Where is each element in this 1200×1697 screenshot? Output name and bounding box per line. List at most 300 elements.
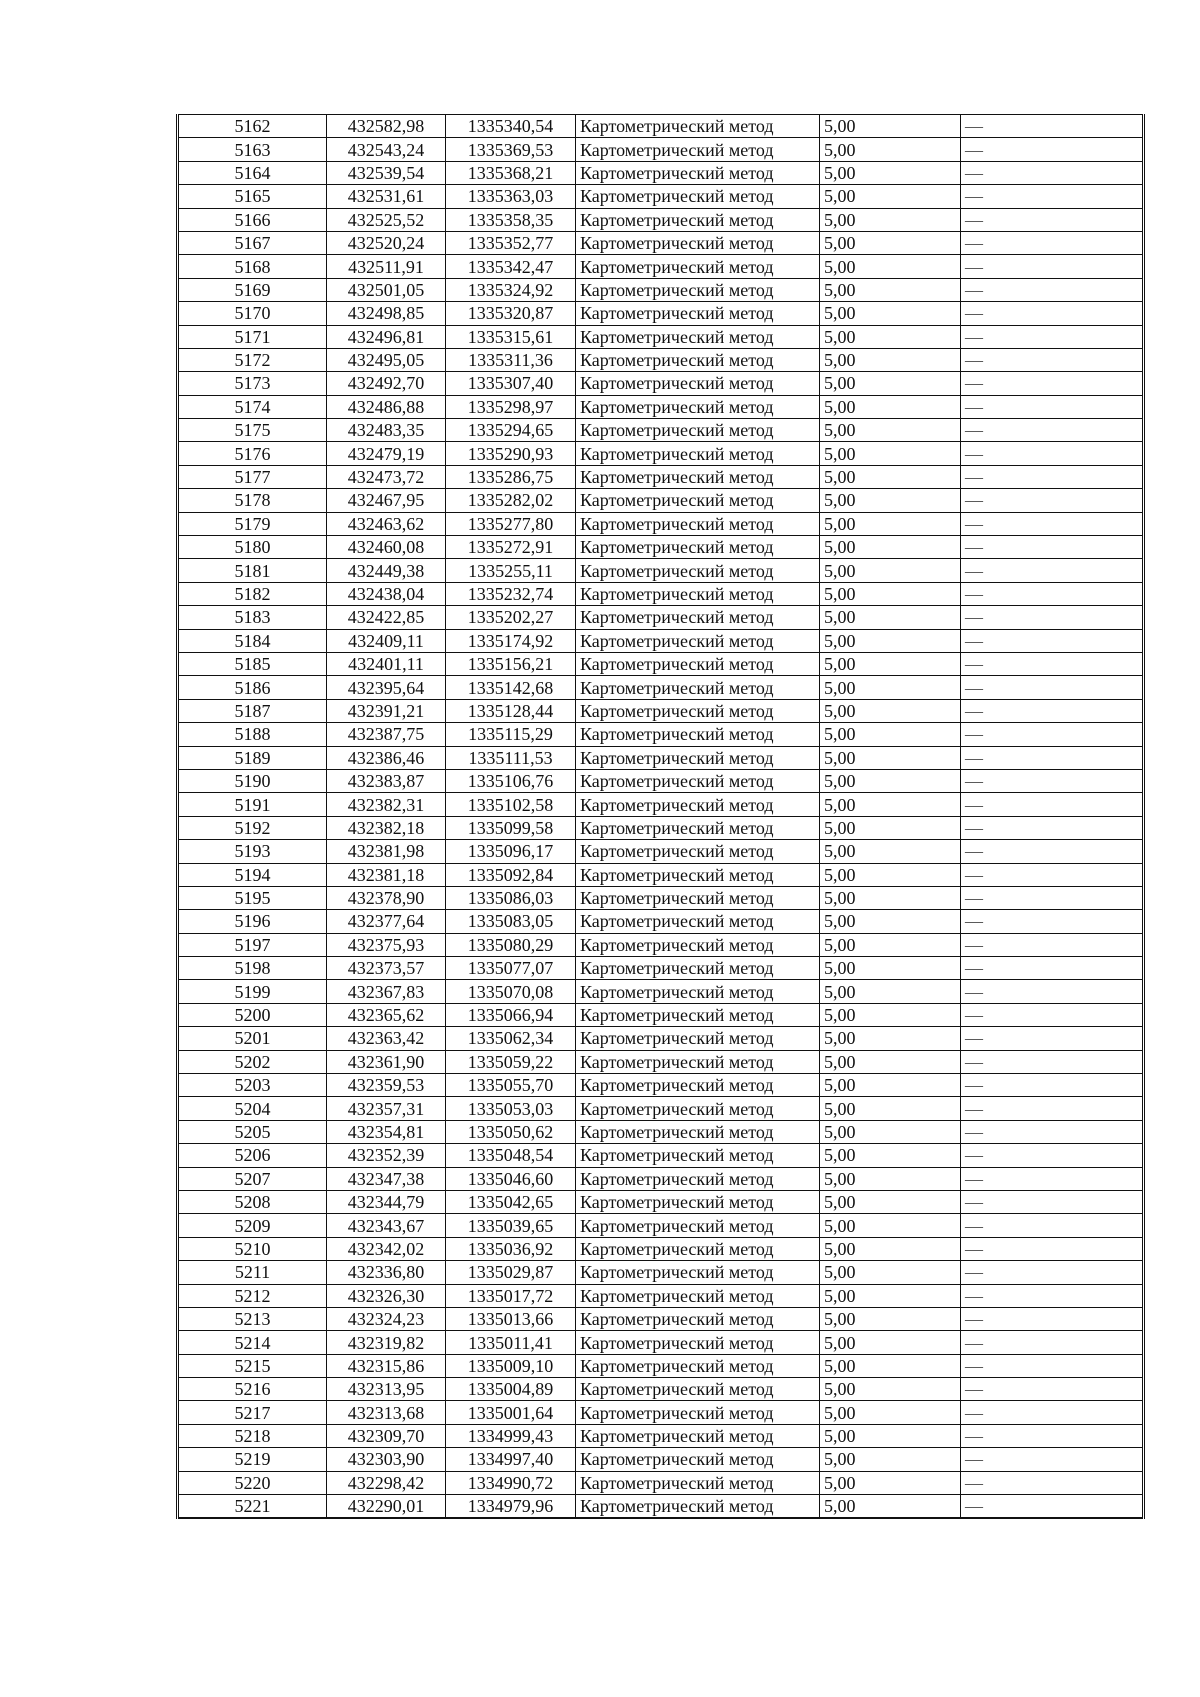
point-number-cell: 5174 (178, 395, 327, 418)
x-coordinate-cell: 432473,72 (327, 465, 446, 488)
y-coordinate-cell: 1335174,92 (446, 629, 576, 652)
x-coordinate-cell: 432357,31 (327, 1097, 446, 1120)
accuracy-cell: 5,00 (820, 255, 961, 278)
method-cell: Картометрический метод (576, 1378, 820, 1401)
y-coordinate-cell: 1335048,54 (446, 1144, 576, 1167)
description-cell: — (961, 582, 1144, 605)
accuracy-cell: 5,00 (820, 1074, 961, 1097)
point-number-cell: 5216 (178, 1378, 327, 1401)
accuracy-cell: 5,00 (820, 161, 961, 184)
x-coordinate-cell: 432511,91 (327, 255, 446, 278)
accuracy-cell: 5,00 (820, 1214, 961, 1237)
y-coordinate-cell: 1335055,70 (446, 1074, 576, 1097)
accuracy-cell: 5,00 (820, 676, 961, 699)
accuracy-cell: 5,00 (820, 1307, 961, 1330)
description-cell: — (961, 980, 1144, 1003)
x-coordinate-cell: 432347,38 (327, 1167, 446, 1190)
x-coordinate-cell: 432290,01 (327, 1495, 446, 1519)
accuracy-cell: 5,00 (820, 419, 961, 442)
method-cell: Картометрический метод (576, 302, 820, 325)
table-row (178, 161, 1144, 184)
point-number-cell: 5185 (178, 652, 327, 675)
accuracy-cell: 5,00 (820, 933, 961, 956)
method-cell: Картометрический метод (576, 489, 820, 512)
method-cell: Картометрический метод (576, 840, 820, 863)
table-row (178, 1190, 1144, 1213)
x-coordinate-cell: 432479,19 (327, 442, 446, 465)
description-cell: — (961, 442, 1144, 465)
y-coordinate-cell: 1334990,72 (446, 1471, 576, 1494)
description-cell: — (961, 652, 1144, 675)
point-number-cell: 5220 (178, 1471, 327, 1494)
table-row (178, 863, 1144, 886)
description-cell: — (961, 1354, 1144, 1377)
y-coordinate-cell: 1335083,05 (446, 910, 576, 933)
y-coordinate-cell: 1335077,07 (446, 957, 576, 980)
table-row (178, 1448, 1144, 1471)
description-cell: — (961, 886, 1144, 909)
description-cell: — (961, 933, 1144, 956)
description-cell: — (961, 138, 1144, 161)
y-coordinate-cell: 1335042,65 (446, 1190, 576, 1213)
point-number-cell: 5209 (178, 1214, 327, 1237)
method-cell: Картометрический метод (576, 863, 820, 886)
method-cell: Картометрический метод (576, 629, 820, 652)
point-number-cell: 5188 (178, 723, 327, 746)
x-coordinate-cell: 432531,61 (327, 185, 446, 208)
x-coordinate-cell: 432382,31 (327, 793, 446, 816)
point-number-cell: 5193 (178, 840, 327, 863)
table-row (178, 723, 1144, 746)
table-row (178, 1144, 1144, 1167)
accuracy-cell: 5,00 (820, 1097, 961, 1120)
table-row (178, 231, 1144, 254)
description-cell: — (961, 816, 1144, 839)
description-cell: — (961, 348, 1144, 371)
description-cell: — (961, 793, 1144, 816)
y-coordinate-cell: 1335290,93 (446, 442, 576, 465)
x-coordinate-cell: 432344,79 (327, 1190, 446, 1213)
method-cell: Картометрический метод (576, 1261, 820, 1284)
point-number-cell: 5171 (178, 325, 327, 348)
y-coordinate-cell: 1335368,21 (446, 161, 576, 184)
table-row (178, 1307, 1144, 1330)
method-cell: Картометрический метод (576, 185, 820, 208)
y-coordinate-cell: 1335363,03 (446, 185, 576, 208)
table-row (178, 1354, 1144, 1377)
method-cell: Картометрический метод (576, 1495, 820, 1519)
x-coordinate-cell: 432383,87 (327, 769, 446, 792)
table-row (178, 1237, 1144, 1260)
point-number-cell: 5190 (178, 769, 327, 792)
method-cell: Картометрический метод (576, 1003, 820, 1026)
description-cell: — (961, 863, 1144, 886)
y-coordinate-cell: 1335307,40 (446, 372, 576, 395)
x-coordinate-cell: 432377,64 (327, 910, 446, 933)
y-coordinate-cell: 1335277,80 (446, 512, 576, 535)
table-body (178, 115, 1144, 1519)
x-coordinate-cell: 432303,90 (327, 1448, 446, 1471)
x-coordinate-cell: 432319,82 (327, 1331, 446, 1354)
point-number-cell: 5213 (178, 1307, 327, 1330)
method-cell: Картометрический метод (576, 1354, 820, 1377)
accuracy-cell: 5,00 (820, 1003, 961, 1026)
y-coordinate-cell: 1335156,21 (446, 652, 576, 675)
table-row (178, 442, 1144, 465)
x-coordinate-cell: 432539,54 (327, 161, 446, 184)
method-cell: Картометрический метод (576, 138, 820, 161)
description-cell: — (961, 161, 1144, 184)
method-cell: Картометрический метод (576, 255, 820, 278)
y-coordinate-cell: 1334999,43 (446, 1424, 576, 1447)
method-cell: Картометрический метод (576, 1331, 820, 1354)
method-cell: Картометрический метод (576, 1448, 820, 1471)
x-coordinate-cell: 432486,88 (327, 395, 446, 418)
method-cell: Картометрический метод (576, 1144, 820, 1167)
description-cell: — (961, 325, 1144, 348)
table-row (178, 699, 1144, 722)
point-number-cell: 5217 (178, 1401, 327, 1424)
point-number-cell: 5178 (178, 489, 327, 512)
table-row (178, 1214, 1144, 1237)
table-row (178, 325, 1144, 348)
description-cell: — (961, 840, 1144, 863)
y-coordinate-cell: 1335272,91 (446, 536, 576, 559)
description-cell: — (961, 746, 1144, 769)
y-coordinate-cell: 1335086,03 (446, 886, 576, 909)
point-number-cell: 5170 (178, 302, 327, 325)
point-number-cell: 5212 (178, 1284, 327, 1307)
x-coordinate-cell: 432525,52 (327, 208, 446, 231)
point-number-cell: 5210 (178, 1237, 327, 1260)
accuracy-cell: 5,00 (820, 208, 961, 231)
accuracy-cell: 5,00 (820, 1495, 961, 1519)
x-coordinate-cell: 432438,04 (327, 582, 446, 605)
accuracy-cell: 5,00 (820, 582, 961, 605)
method-cell: Картометрический метод (576, 559, 820, 582)
y-coordinate-cell: 1335342,47 (446, 255, 576, 278)
x-coordinate-cell: 432313,68 (327, 1401, 446, 1424)
table-row (178, 208, 1144, 231)
point-number-cell: 5162 (178, 115, 327, 138)
description-cell: — (961, 957, 1144, 980)
accuracy-cell: 5,00 (820, 325, 961, 348)
point-number-cell: 5168 (178, 255, 327, 278)
y-coordinate-cell: 1335009,10 (446, 1354, 576, 1377)
y-coordinate-cell: 1335039,65 (446, 1214, 576, 1237)
table-row (178, 115, 1144, 138)
table-row (178, 1471, 1144, 1494)
method-cell: Картометрический метод (576, 1214, 820, 1237)
description-cell: — (961, 208, 1144, 231)
y-coordinate-cell: 1335232,74 (446, 582, 576, 605)
x-coordinate-cell: 432354,81 (327, 1120, 446, 1143)
point-number-cell: 5192 (178, 816, 327, 839)
table-row (178, 1027, 1144, 1050)
point-number-cell: 5175 (178, 419, 327, 442)
y-coordinate-cell: 1335142,68 (446, 676, 576, 699)
method-cell: Картометрический метод (576, 1401, 820, 1424)
description-cell: — (961, 1120, 1144, 1143)
accuracy-cell: 5,00 (820, 1354, 961, 1377)
point-number-cell: 5215 (178, 1354, 327, 1377)
y-coordinate-cell: 1335202,27 (446, 606, 576, 629)
point-number-cell: 5197 (178, 933, 327, 956)
y-coordinate-cell: 1334979,96 (446, 1495, 576, 1519)
x-coordinate-cell: 432449,38 (327, 559, 446, 582)
description-cell: — (961, 629, 1144, 652)
table-row (178, 1331, 1144, 1354)
accuracy-cell: 5,00 (820, 1237, 961, 1260)
y-coordinate-cell: 1335099,58 (446, 816, 576, 839)
description-cell: — (961, 1331, 1144, 1354)
table-row (178, 395, 1144, 418)
accuracy-cell: 5,00 (820, 489, 961, 512)
table-row (178, 138, 1144, 161)
method-cell: Картометрический метод (576, 910, 820, 933)
x-coordinate-cell: 432495,05 (327, 348, 446, 371)
table-row (178, 1167, 1144, 1190)
table-row (178, 1284, 1144, 1307)
accuracy-cell: 5,00 (820, 1027, 961, 1050)
table-row (178, 348, 1144, 371)
method-cell: Картометрический метод (576, 512, 820, 535)
method-cell: Картометрический метод (576, 1471, 820, 1494)
x-coordinate-cell: 432401,11 (327, 652, 446, 675)
method-cell: Картометрический метод (576, 348, 820, 371)
x-coordinate-cell: 432313,95 (327, 1378, 446, 1401)
accuracy-cell: 5,00 (820, 652, 961, 675)
point-number-cell: 5221 (178, 1495, 327, 1519)
y-coordinate-cell: 1335080,29 (446, 933, 576, 956)
point-number-cell: 5203 (178, 1074, 327, 1097)
y-coordinate-cell: 1335102,58 (446, 793, 576, 816)
description-cell: — (961, 185, 1144, 208)
x-coordinate-cell: 432387,75 (327, 723, 446, 746)
accuracy-cell: 5,00 (820, 629, 961, 652)
table-row (178, 746, 1144, 769)
point-number-cell: 5211 (178, 1261, 327, 1284)
point-number-cell: 5206 (178, 1144, 327, 1167)
accuracy-cell: 5,00 (820, 1401, 961, 1424)
description-cell: — (961, 1050, 1144, 1073)
point-number-cell: 5219 (178, 1448, 327, 1471)
point-number-cell: 5187 (178, 699, 327, 722)
description-cell: — (961, 419, 1144, 442)
method-cell: Картометрический метод (576, 606, 820, 629)
method-cell: Картометрический метод (576, 1050, 820, 1073)
accuracy-cell: 5,00 (820, 1167, 961, 1190)
description-cell: — (961, 1167, 1144, 1190)
y-coordinate-cell: 1335111,53 (446, 746, 576, 769)
accuracy-cell: 5,00 (820, 138, 961, 161)
accuracy-cell: 5,00 (820, 840, 961, 863)
method-cell: Картометрический метод (576, 652, 820, 675)
accuracy-cell: 5,00 (820, 185, 961, 208)
accuracy-cell: 5,00 (820, 1284, 961, 1307)
y-coordinate-cell: 1335115,29 (446, 723, 576, 746)
y-coordinate-cell: 1335029,87 (446, 1261, 576, 1284)
description-cell: — (961, 1284, 1144, 1307)
x-coordinate-cell: 432391,21 (327, 699, 446, 722)
description-cell: — (961, 1190, 1144, 1213)
method-cell: Картометрический метод (576, 676, 820, 699)
x-coordinate-cell: 432381,18 (327, 863, 446, 886)
method-cell: Картометрический метод (576, 1027, 820, 1050)
description-cell: — (961, 1144, 1144, 1167)
method-cell: Картометрический метод (576, 231, 820, 254)
description-cell: — (961, 1378, 1144, 1401)
point-number-cell: 5177 (178, 465, 327, 488)
point-number-cell: 5189 (178, 746, 327, 769)
description-cell: — (961, 278, 1144, 301)
table-row (178, 769, 1144, 792)
table-row (178, 793, 1144, 816)
accuracy-cell: 5,00 (820, 746, 961, 769)
x-coordinate-cell: 432382,18 (327, 816, 446, 839)
table-row (178, 302, 1144, 325)
point-number-cell: 5196 (178, 910, 327, 933)
x-coordinate-cell: 432496,81 (327, 325, 446, 348)
y-coordinate-cell: 1335059,22 (446, 1050, 576, 1073)
y-coordinate-cell: 1335017,72 (446, 1284, 576, 1307)
point-number-cell: 5167 (178, 231, 327, 254)
table-row (178, 1050, 1144, 1073)
table-row (178, 1120, 1144, 1143)
accuracy-cell: 5,00 (820, 115, 961, 138)
point-number-cell: 5218 (178, 1424, 327, 1447)
point-number-cell: 5179 (178, 512, 327, 535)
description-cell: — (961, 1424, 1144, 1447)
table-row (178, 1378, 1144, 1401)
y-coordinate-cell: 1334997,40 (446, 1448, 576, 1471)
x-coordinate-cell: 432363,42 (327, 1027, 446, 1050)
point-number-cell: 5191 (178, 793, 327, 816)
table-row (178, 652, 1144, 675)
x-coordinate-cell: 432359,53 (327, 1074, 446, 1097)
x-coordinate-cell: 432422,85 (327, 606, 446, 629)
point-number-cell: 5180 (178, 536, 327, 559)
y-coordinate-cell: 1335001,64 (446, 1401, 576, 1424)
method-cell: Картометрический метод (576, 325, 820, 348)
method-cell: Картометрический метод (576, 1284, 820, 1307)
accuracy-cell: 5,00 (820, 1050, 961, 1073)
point-number-cell: 5173 (178, 372, 327, 395)
accuracy-cell: 5,00 (820, 1190, 961, 1213)
accuracy-cell: 5,00 (820, 1144, 961, 1167)
table-row (178, 816, 1144, 839)
table-row (178, 1495, 1144, 1519)
description-cell: — (961, 255, 1144, 278)
method-cell: Картометрический метод (576, 161, 820, 184)
accuracy-cell: 5,00 (820, 348, 961, 371)
y-coordinate-cell: 1335004,89 (446, 1378, 576, 1401)
description-cell: — (961, 559, 1144, 582)
accuracy-cell: 5,00 (820, 512, 961, 535)
x-coordinate-cell: 432378,90 (327, 886, 446, 909)
point-number-cell: 5195 (178, 886, 327, 909)
accuracy-cell: 5,00 (820, 606, 961, 629)
point-number-cell: 5202 (178, 1050, 327, 1073)
accuracy-cell: 5,00 (820, 1448, 961, 1471)
description-cell: — (961, 489, 1144, 512)
x-coordinate-cell: 432395,64 (327, 676, 446, 699)
table-row (178, 933, 1144, 956)
point-number-cell: 5165 (178, 185, 327, 208)
accuracy-cell: 5,00 (820, 910, 961, 933)
point-number-cell: 5200 (178, 1003, 327, 1026)
y-coordinate-cell: 1335352,77 (446, 231, 576, 254)
accuracy-cell: 5,00 (820, 1471, 961, 1494)
y-coordinate-cell: 1335066,94 (446, 1003, 576, 1026)
point-number-cell: 5184 (178, 629, 327, 652)
x-coordinate-cell: 432365,62 (327, 1003, 446, 1026)
point-number-cell: 5164 (178, 161, 327, 184)
point-number-cell: 5208 (178, 1190, 327, 1213)
accuracy-cell: 5,00 (820, 536, 961, 559)
method-cell: Картометрический метод (576, 465, 820, 488)
x-coordinate-cell: 432361,90 (327, 1050, 446, 1073)
method-cell: Картометрический метод (576, 442, 820, 465)
accuracy-cell: 5,00 (820, 1120, 961, 1143)
x-coordinate-cell: 432501,05 (327, 278, 446, 301)
x-coordinate-cell: 432460,08 (327, 536, 446, 559)
method-cell: Картометрический метод (576, 395, 820, 418)
x-coordinate-cell: 432342,02 (327, 1237, 446, 1260)
description-cell: — (961, 465, 1144, 488)
y-coordinate-cell: 1335062,34 (446, 1027, 576, 1050)
point-number-cell: 5204 (178, 1097, 327, 1120)
description-cell: — (961, 1448, 1144, 1471)
description-cell: — (961, 536, 1144, 559)
x-coordinate-cell: 432373,57 (327, 957, 446, 980)
table-row (178, 676, 1144, 699)
method-cell: Картометрический метод (576, 419, 820, 442)
method-cell: Картометрический метод (576, 372, 820, 395)
description-cell: — (961, 395, 1144, 418)
x-coordinate-cell: 432520,24 (327, 231, 446, 254)
x-coordinate-cell: 432315,86 (327, 1354, 446, 1377)
accuracy-cell: 5,00 (820, 793, 961, 816)
accuracy-cell: 5,00 (820, 699, 961, 722)
y-coordinate-cell: 1335282,02 (446, 489, 576, 512)
method-cell: Картометрический метод (576, 278, 820, 301)
accuracy-cell: 5,00 (820, 723, 961, 746)
x-coordinate-cell: 432375,93 (327, 933, 446, 956)
y-coordinate-cell: 1335106,76 (446, 769, 576, 792)
x-coordinate-cell: 432367,83 (327, 980, 446, 1003)
method-cell: Картометрический метод (576, 115, 820, 138)
point-number-cell: 5166 (178, 208, 327, 231)
accuracy-cell: 5,00 (820, 278, 961, 301)
x-coordinate-cell: 432298,42 (327, 1471, 446, 1494)
description-cell: — (961, 910, 1144, 933)
table-row (178, 629, 1144, 652)
description-cell: — (961, 769, 1144, 792)
y-coordinate-cell: 1335070,08 (446, 980, 576, 1003)
accuracy-cell: 5,00 (820, 957, 961, 980)
y-coordinate-cell: 1335128,44 (446, 699, 576, 722)
y-coordinate-cell: 1335050,62 (446, 1120, 576, 1143)
x-coordinate-cell: 432324,23 (327, 1307, 446, 1330)
point-number-cell: 5181 (178, 559, 327, 582)
y-coordinate-cell: 1335315,61 (446, 325, 576, 348)
description-cell: — (961, 1097, 1144, 1120)
y-coordinate-cell: 1335324,92 (446, 278, 576, 301)
table-row (178, 957, 1144, 980)
description-cell: — (961, 606, 1144, 629)
method-cell: Картометрический метод (576, 1167, 820, 1190)
